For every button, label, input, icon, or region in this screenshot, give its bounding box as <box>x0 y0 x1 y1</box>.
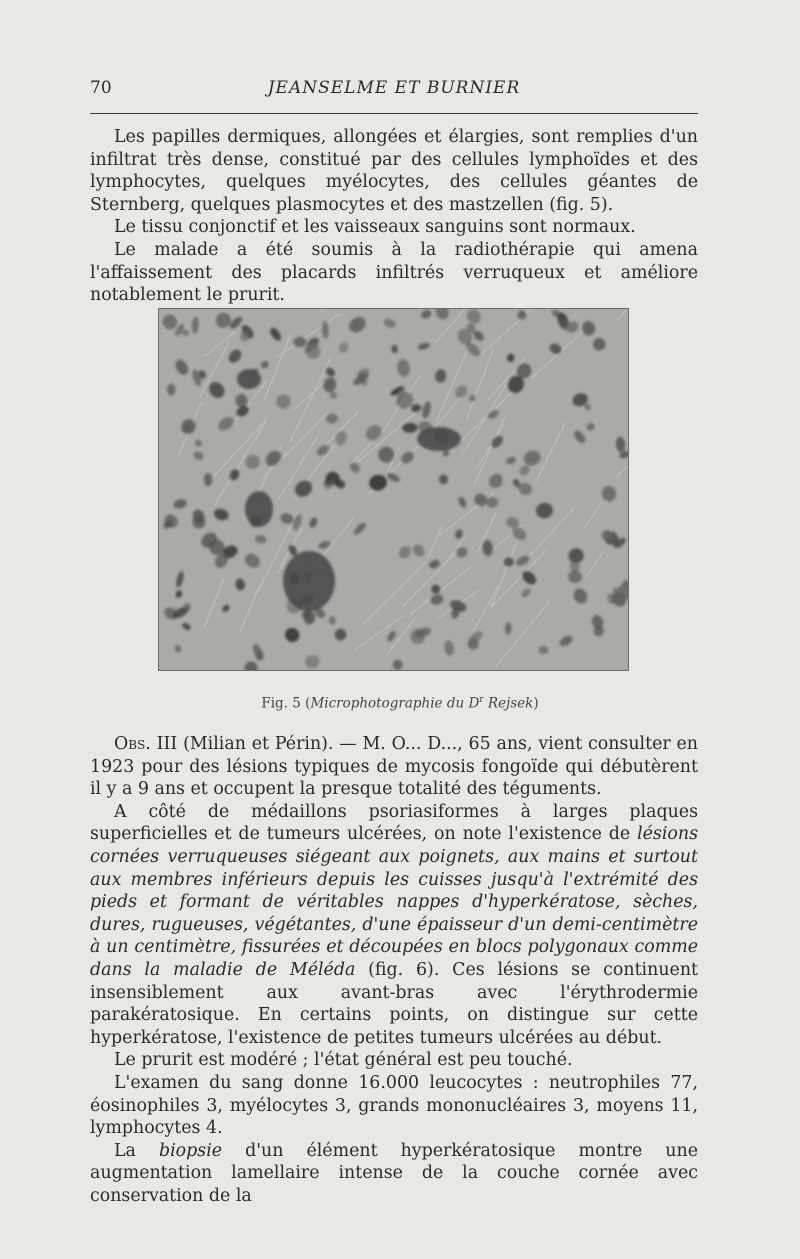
lesions-italic: lésions cornées verruqueuses siégeant aux poignets, aux mains et surtout aux membres inférieurs depuis les cuisses jusqu'à l'extrémité des pieds et formant de véritables nappes d'hyperkératose, sèches, dures, rugueuses, végétantes, d'une épaisseur d'un demi-centimètre à un centimètre, fissurées et découpées en blocs polygonaux comme dans la maladie de Méléda <box>90 824 698 980</box>
paragraph-biopsie <box>90 1140 698 1208</box>
caption-superscript: r <box>479 695 484 705</box>
page-number: 70 <box>90 78 112 98</box>
caption-name: Rejsek <box>487 695 534 712</box>
microphotograph-image <box>159 309 628 670</box>
paragraph-papilles: Les papilles dermiques, allongées et élargies, sont remplies d'un infiltrat très dense, constitué par des cellules lymphoïdes et des lymphocytes, quelques myélocytes, des cellules géantes de Sternberg, quelques plasmocytes et des mastzellen (fig. 5). <box>90 127 698 215</box>
microphotograph-figure <box>158 308 629 671</box>
biopsie-italic: biopsie <box>158 1140 223 1161</box>
running-head <box>90 78 698 104</box>
figure-caption: Fig. 5 (Microphotographie du $D^r$ Rejsek) <box>261 695 539 712</box>
caption-prefix: Fig. 5 <box>261 695 301 712</box>
text-block-observation <box>90 733 698 1207</box>
paragraph-prurit: Le prurit est modéré ; l'état général est peu touché. <box>114 1050 573 1071</box>
running-title: JEANSELME ET BURNIER <box>267 78 521 98</box>
biopsie-end: d'un élément hyperkératosique montre une augmentation lamellaire intense de la couche cornée avec conservation de la <box>90 1140 698 1206</box>
paragraph-sang: L'examen du sang donne 16.000 leucocytes : neutrophiles 77, éosinophiles 3, myélocytes 3, grands mononucléaires 3, moyens 11, lymphocytes 4. <box>90 1072 698 1139</box>
biopsie-start: La <box>114 1140 159 1161</box>
header-rule <box>90 113 698 114</box>
text-block-top <box>90 126 698 307</box>
caption-italic: Microphotographie du D <box>310 695 480 712</box>
paragraph-tissu: Le tissu conjonctif et les vaisseaux sanguins sont normaux. <box>114 217 636 238</box>
lesions-end: (fig. 6). Ces lésions se continuent insensiblement aux avant-bras avec l'érythrodermie parakératosique. En certains points, on distingue sur cette hyperkératose, l'existence de petites tumeurs ulcérées au début. <box>90 959 699 1048</box>
obs-label: Obs. III <box>114 734 178 754</box>
lesions-start: A côté de médaillons psoriasiformes à larges plaques superficielles et de tumeurs ulcérées, on note l'existence de <box>90 801 698 845</box>
paragraph-lesions <box>90 801 698 1050</box>
paragraph-radiotherapie: Le malade a été soumis à la radiothérapie qui amena l'affaissement des placards infiltrés verruqueux et améliore notablement le prurit. <box>90 239 698 306</box>
paragraph-obs-intro <box>90 733 698 801</box>
obs-intro-text: (Milian et Périn). — M. O... D..., 65 ans, vient consulter en 1923 pour des lésions typiques de mycosis fongoïde qui débutèrent il y a 9 ans et occupent la presque totalité des téguments. <box>90 734 699 800</box>
